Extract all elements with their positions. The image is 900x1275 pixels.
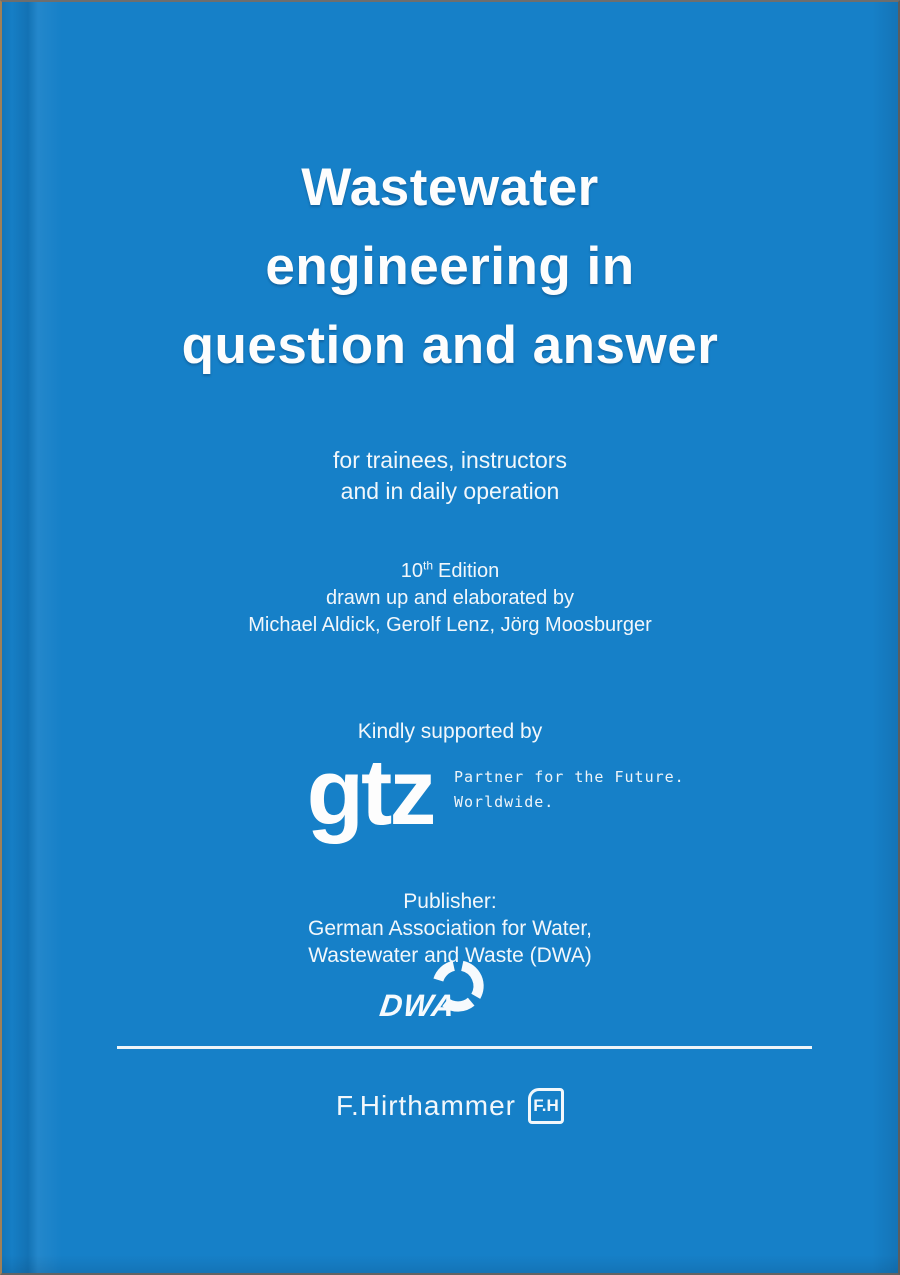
edition-block bbox=[2, 558, 898, 639]
book-title-line-3: question and answer bbox=[181, 316, 719, 375]
dwa-logo bbox=[370, 958, 540, 1026]
fh-monogram-icon: F.H bbox=[528, 1088, 564, 1124]
publisher-block bbox=[2, 888, 898, 969]
support-label: Kindly supported by bbox=[357, 720, 543, 743]
publisher-org-line-2: Wastewater and Waste (DWA) bbox=[308, 944, 592, 967]
authors: Michael Aldick, Gerolf Lenz, Jörg Moosburger bbox=[248, 614, 652, 636]
publisher-org-line-1: German Association for Water, bbox=[307, 917, 592, 940]
gtz-tagline bbox=[454, 765, 685, 815]
divider-line bbox=[117, 1046, 812, 1049]
gtz-logo: gtz bbox=[306, 739, 434, 844]
edition-number: 10 bbox=[400, 560, 424, 582]
publisher-label: Publisher: bbox=[403, 890, 497, 913]
edition-line bbox=[2, 558, 898, 585]
byline: drawn up and elaborated by bbox=[326, 587, 574, 609]
edition-word: Edition bbox=[438, 560, 500, 582]
gtz-tagline-line-2: Worldwide. bbox=[454, 793, 555, 811]
book-subtitle-line-2: and in daily operation bbox=[340, 478, 560, 504]
dwa-wordmark: DWA bbox=[377, 988, 458, 1023]
edition-ordinal: th bbox=[423, 558, 434, 573]
book-subtitle-line-1: for trainees, instructors bbox=[333, 447, 567, 473]
imprint bbox=[2, 1088, 898, 1124]
book-title-line-2: engineering in bbox=[265, 237, 635, 296]
gtz-tagline-line-1: Partner for the Future. bbox=[454, 768, 685, 786]
book-subtitle bbox=[2, 445, 898, 507]
gtz-logo-group bbox=[2, 740, 898, 860]
bottom-edge-shadow bbox=[2, 1255, 898, 1273]
book-title-line-1: Wastewater bbox=[301, 158, 599, 217]
imprint-name: F.Hirthammer bbox=[335, 1090, 516, 1121]
book-title bbox=[2, 148, 898, 385]
